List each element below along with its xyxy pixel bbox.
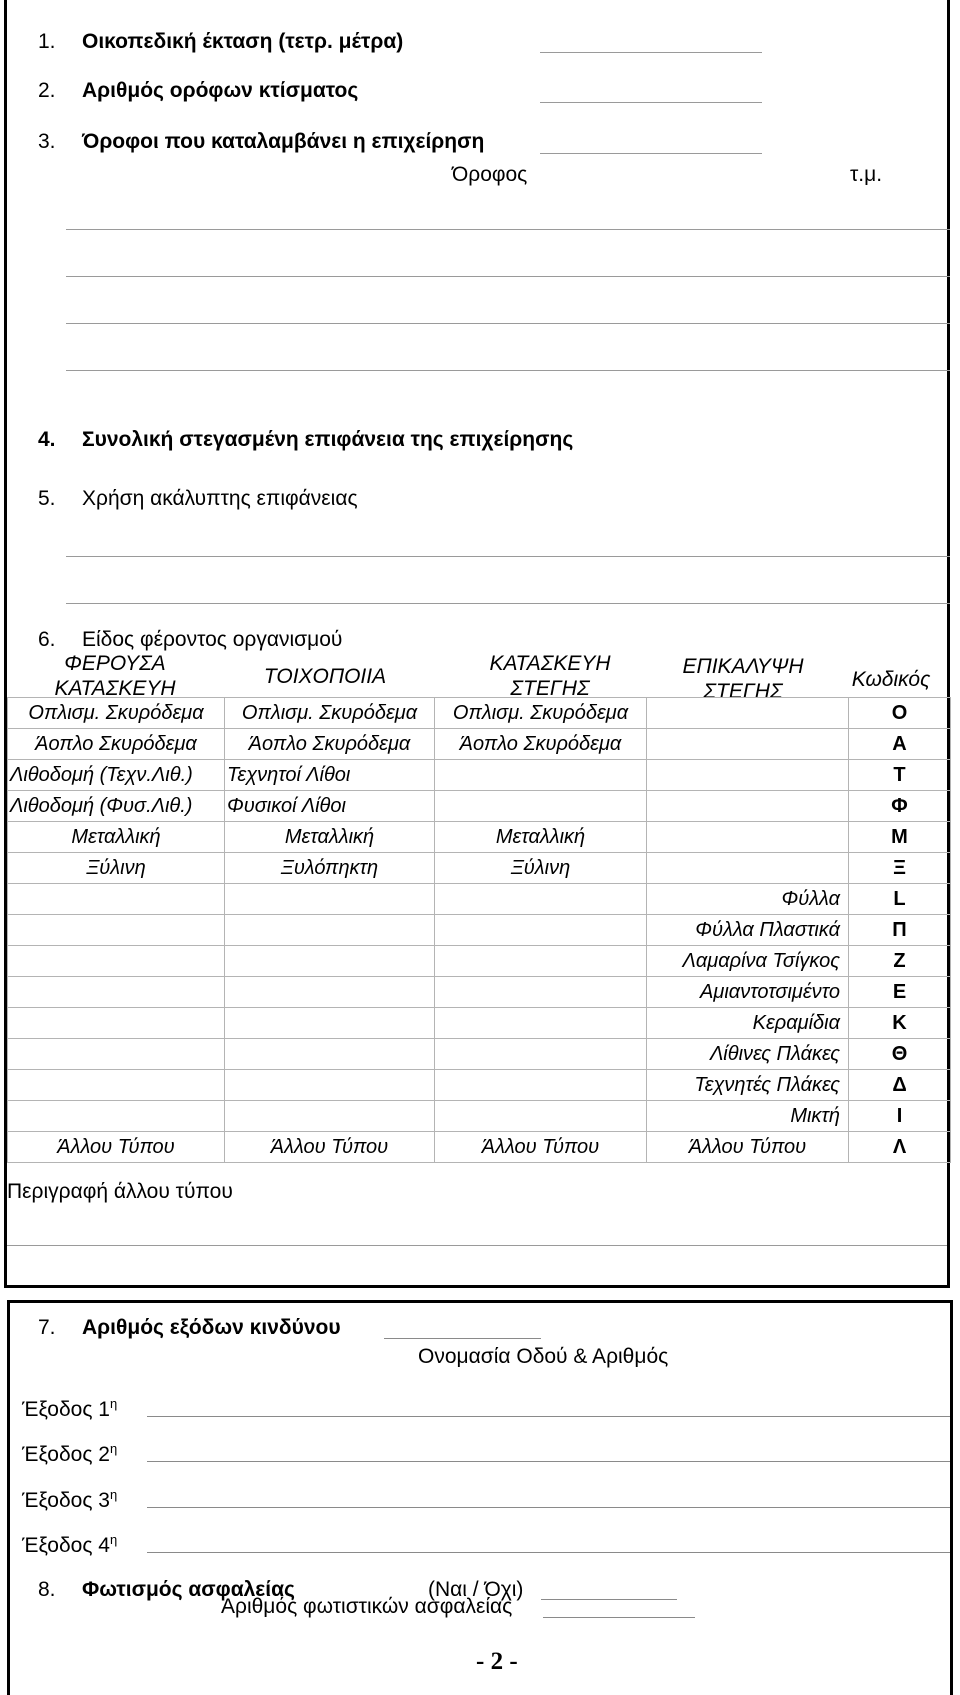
bearing-structure-cell bbox=[8, 946, 225, 977]
bearing-structure-cell bbox=[8, 1039, 225, 1070]
roof-construction-cell: Άοπλο Σκυρόδεμα bbox=[435, 729, 647, 760]
item-8-label: Φωτισμός ασφαλείας bbox=[82, 1578, 295, 1601]
item-7-label: Αριθμός εξόδων κινδύνου bbox=[82, 1316, 341, 1339]
item-1-label: Οικοπεδική έκταση (τετρ. μέτρα) bbox=[82, 30, 404, 53]
item-4-number: 4. bbox=[38, 428, 56, 451]
bearing-structure-cell bbox=[8, 1008, 225, 1039]
bearing-structure-cell: Μεταλλική bbox=[8, 822, 225, 853]
roof-covering-cell bbox=[647, 822, 849, 853]
table-row bbox=[8, 1132, 951, 1163]
structure-table bbox=[7, 697, 951, 1163]
roof-construction-cell bbox=[435, 791, 647, 822]
roof-covering-cell: Λίθινες Πλάκες bbox=[647, 1039, 849, 1070]
roof-construction-cell bbox=[435, 884, 647, 915]
roof-construction-cell: Άλλου Τύπου bbox=[435, 1132, 647, 1163]
header-roof-covering-line2: ΣΤΕΓΗΣ bbox=[703, 680, 783, 703]
header-bearing-line2: ΚΑΤΑΣΚΕΥΗ bbox=[54, 677, 176, 700]
table-row bbox=[8, 915, 951, 946]
table-row bbox=[8, 698, 951, 729]
roof-covering-cell bbox=[647, 698, 849, 729]
masonry-cell: Άλλου Τύπου bbox=[225, 1132, 435, 1163]
item-8-options: (Ναι / Όχι) bbox=[428, 1578, 524, 1601]
masonry-cell: Οπλισμ. Σκυρόδεμα bbox=[225, 698, 435, 729]
code-cell: Δ bbox=[849, 1070, 951, 1101]
code-cell: Ο bbox=[849, 698, 951, 729]
bearing-structure-cell bbox=[8, 915, 225, 946]
item-3-label: Όροφοι που καταλαμβάνει η επιχείρηση bbox=[82, 130, 485, 153]
roof-covering-cell bbox=[647, 791, 849, 822]
table-row bbox=[8, 729, 951, 760]
item-2-number: 2. bbox=[38, 79, 56, 102]
header-bearing-line1: ΦΕΡΟΥΣΑ bbox=[64, 652, 166, 675]
exit-2-label: Έξοδος $2^\eta$ bbox=[22, 1441, 118, 1466]
item-8-number: 8. bbox=[38, 1578, 56, 1601]
code-cell: Λ bbox=[849, 1132, 951, 1163]
code-cell: Θ bbox=[849, 1039, 951, 1070]
table-row bbox=[8, 977, 951, 1008]
item-6-number: 6. bbox=[38, 628, 56, 651]
bearing-structure-cell bbox=[8, 1101, 225, 1132]
item-1-field[interactable] bbox=[540, 52, 762, 53]
code-cell: L bbox=[849, 884, 951, 915]
bearing-structure-cell: Οπλισμ. Σκυρόδεμα bbox=[8, 698, 225, 729]
code-cell: Ι bbox=[849, 1101, 951, 1132]
exit-1-field[interactable] bbox=[147, 1416, 950, 1417]
item-4-label: Συνολική στεγασμένη επιφάνεια της επιχείρησης bbox=[82, 428, 574, 451]
roof-construction-cell bbox=[435, 977, 647, 1008]
item-3-number: 3. bbox=[38, 130, 56, 153]
item-5-label: Χρήση ακάλυπτης επιφάνειας bbox=[82, 487, 358, 510]
item-5-line-2[interactable] bbox=[66, 603, 950, 604]
other-description-field[interactable] bbox=[7, 1245, 947, 1246]
masonry-cell bbox=[225, 1101, 435, 1132]
table-row bbox=[8, 760, 951, 791]
roof-covering-cell: Αμιαντοτσιμέντο bbox=[647, 977, 849, 1008]
exit-3-label: Έξοδος $3^\eta$ bbox=[22, 1487, 118, 1512]
roof-construction-cell bbox=[435, 1008, 647, 1039]
table-row bbox=[8, 822, 951, 853]
bearing-structure-cell bbox=[8, 1070, 225, 1101]
exit-3-field[interactable] bbox=[147, 1507, 950, 1508]
masonry-cell: Φυσικοί Λίθοι bbox=[225, 791, 435, 822]
exit-2-field[interactable] bbox=[147, 1461, 950, 1462]
roof-covering-cell: Φύλλα bbox=[647, 884, 849, 915]
exit-1-label: Έξοδος $1^\eta$ bbox=[22, 1396, 118, 1421]
table-row bbox=[8, 1070, 951, 1101]
lights-count-field[interactable] bbox=[543, 1617, 695, 1618]
item-6-label: Είδος φέροντος οργανισμού bbox=[82, 628, 343, 651]
masonry-cell: Μεταλλική bbox=[225, 822, 435, 853]
bearing-structure-cell: Ξύλινη bbox=[8, 853, 225, 884]
code-cell: Ξ bbox=[849, 853, 951, 884]
roof-construction-cell bbox=[435, 1039, 647, 1070]
area-header: τ.μ. bbox=[850, 163, 883, 186]
roof-covering-cell bbox=[647, 760, 849, 791]
item-2-field[interactable] bbox=[540, 102, 762, 103]
bearing-structure-cell bbox=[8, 884, 225, 915]
bearing-structure-cell: Λιθοδομή (Τεχν.Λιθ.) bbox=[8, 760, 225, 791]
roof-covering-cell: Άλλου Τύπου bbox=[647, 1132, 849, 1163]
roof-covering-cell: Τεχνητές Πλάκες bbox=[647, 1070, 849, 1101]
table-row bbox=[8, 853, 951, 884]
lights-count-label: Αριθμός φωτιστικών ασφαλείας bbox=[221, 1595, 513, 1618]
roof-covering-cell: Φύλλα Πλαστικά bbox=[647, 915, 849, 946]
code-cell: Κ bbox=[849, 1008, 951, 1039]
masonry-cell bbox=[225, 1070, 435, 1101]
roof-covering-cell: Λαμαρίνα Τσίγκος bbox=[647, 946, 849, 977]
floor-entry-line-1[interactable] bbox=[66, 229, 950, 230]
code-cell: Τ bbox=[849, 760, 951, 791]
roof-covering-cell: Κεραμίδια bbox=[647, 1008, 849, 1039]
masonry-cell bbox=[225, 915, 435, 946]
roof-covering-cell bbox=[647, 729, 849, 760]
item-5-number: 5. bbox=[38, 487, 56, 510]
code-cell: Ε bbox=[849, 977, 951, 1008]
masonry-cell: Ξυλόπηκτη bbox=[225, 853, 435, 884]
roof-construction-cell bbox=[435, 946, 647, 977]
header-code-label: Κωδικός bbox=[851, 668, 931, 691]
item-2-label: Αριθμός ορόφων κτίσματος bbox=[82, 79, 359, 102]
header-roof-covering-line1: ΕΠΙΚΑΛΥΨΗ bbox=[682, 655, 804, 678]
other-description-label: Περιγραφή άλλου τύπου bbox=[7, 1180, 233, 1203]
exit-4-field[interactable] bbox=[147, 1552, 950, 1553]
masonry-cell bbox=[225, 1039, 435, 1070]
street-header: Ονομασία Οδού & Αριθμός bbox=[418, 1345, 669, 1368]
floor-entry-line-3[interactable] bbox=[66, 323, 950, 324]
header-masonry bbox=[225, 664, 425, 689]
item-8-field[interactable] bbox=[541, 1599, 677, 1600]
table-row bbox=[8, 791, 951, 822]
roof-construction-cell bbox=[435, 915, 647, 946]
code-cell: Ζ bbox=[849, 946, 951, 977]
floor-header: Όροφος bbox=[452, 163, 528, 186]
exit-4-label: Έξοδος $4^\eta$ bbox=[22, 1532, 118, 1557]
masonry-cell bbox=[225, 977, 435, 1008]
roof-construction-cell: Μεταλλική bbox=[435, 822, 647, 853]
bearing-structure-cell: Λιθοδομή (Φυσ.Λιθ.) bbox=[8, 791, 225, 822]
table-row bbox=[8, 1039, 951, 1070]
header-roof-construction-line2: ΣΤΕΓΗΣ bbox=[510, 677, 590, 700]
roof-construction-cell: Ξύλινη bbox=[435, 853, 647, 884]
code-cell: Μ bbox=[849, 822, 951, 853]
page-number: - 2 - bbox=[476, 1648, 518, 1675]
item-5-line-1[interactable] bbox=[66, 556, 950, 557]
header-code bbox=[835, 667, 947, 692]
table-row bbox=[8, 1008, 951, 1039]
item-1-number: 1. bbox=[38, 30, 56, 53]
roof-construction-cell: Οπλισμ. Σκυρόδεμα bbox=[435, 698, 647, 729]
bearing-structure-cell: Άλλου Τύπου bbox=[8, 1132, 225, 1163]
roof-construction-cell bbox=[435, 1101, 647, 1132]
item-7-number: 7. bbox=[38, 1316, 56, 1339]
floor-entry-line-2[interactable] bbox=[66, 276, 950, 277]
item-7-field[interactable] bbox=[384, 1338, 541, 1339]
roof-covering-cell: Μικτή bbox=[647, 1101, 849, 1132]
floor-entry-line-4[interactable] bbox=[66, 370, 950, 371]
bearing-structure-cell bbox=[8, 977, 225, 1008]
code-cell: Α bbox=[849, 729, 951, 760]
masonry-cell bbox=[225, 946, 435, 977]
table-row bbox=[8, 884, 951, 915]
table-row bbox=[8, 946, 951, 977]
item-3-field[interactable] bbox=[540, 153, 762, 154]
header-roof-construction bbox=[440, 651, 660, 701]
header-roof-construction-line1: ΚΑΤΑΣΚΕΥΗ bbox=[489, 652, 611, 675]
masonry-cell: Άοπλο Σκυρόδεμα bbox=[225, 729, 435, 760]
code-cell: Π bbox=[849, 915, 951, 946]
roof-construction-cell bbox=[435, 760, 647, 791]
masonry-cell bbox=[225, 884, 435, 915]
header-masonry-label: ΤΟΙΧΟΠΟΙΙΑ bbox=[263, 665, 387, 688]
masonry-cell: Τεχνητοί Λίθοι bbox=[225, 760, 435, 791]
table-row bbox=[8, 1101, 951, 1132]
roof-construction-cell bbox=[435, 1070, 647, 1101]
header-bearing-structure bbox=[20, 651, 210, 701]
roof-covering-cell bbox=[647, 853, 849, 884]
masonry-cell bbox=[225, 1008, 435, 1039]
code-cell: Φ bbox=[849, 791, 951, 822]
bearing-structure-cell: Άοπλο Σκυρόδεμα bbox=[8, 729, 225, 760]
